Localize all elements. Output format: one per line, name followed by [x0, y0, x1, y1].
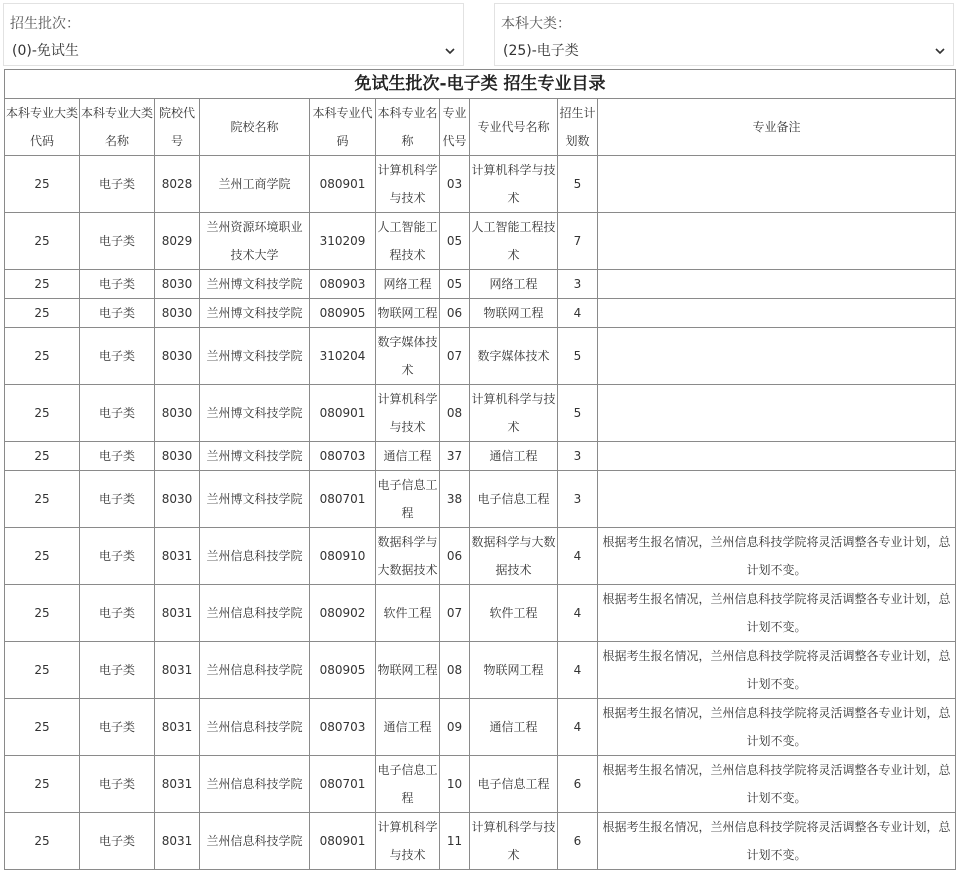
cell-remarks: 根据考生报名情况，兰州信息科技学院将灵活调整各专业计划，总计划不变。	[598, 756, 956, 813]
cell-major-number-name: 通信工程	[470, 442, 558, 471]
header-major-number-name: 专业代号名称	[470, 99, 558, 156]
cell-category-name: 电子类	[80, 585, 155, 642]
cell-category-name: 电子类	[80, 813, 155, 870]
cell-major-number: 07	[440, 585, 470, 642]
batch-filter	[3, 3, 464, 66]
table-header-row	[5, 99, 956, 156]
cell-school-code: 8030	[155, 385, 200, 442]
cell-major-number: 03	[440, 156, 470, 213]
table-row	[5, 156, 956, 213]
cell-major-number: 11	[440, 813, 470, 870]
cell-plan-count: 4	[558, 699, 598, 756]
cell-major-number: 08	[440, 385, 470, 442]
cell-major-number: 38	[440, 471, 470, 528]
cell-category-name: 电子类	[80, 528, 155, 585]
cell-major-name: 物联网工程	[376, 642, 440, 699]
cell-category-code: 25	[5, 156, 80, 213]
header-school-name: 院校名称	[200, 99, 310, 156]
cell-plan-count: 5	[558, 156, 598, 213]
cell-remarks	[598, 328, 956, 385]
cell-school-code: 8031	[155, 585, 200, 642]
table-row	[5, 642, 956, 699]
table-row	[5, 471, 956, 528]
cell-plan-count: 5	[558, 385, 598, 442]
cell-school-code: 8030	[155, 442, 200, 471]
table-row	[5, 385, 956, 442]
table-title-row	[5, 70, 956, 99]
cell-school-code: 8028	[155, 156, 200, 213]
chevron-down-icon	[445, 46, 455, 56]
cell-major-number-name: 数字媒体技术	[470, 328, 558, 385]
cell-category-code: 25	[5, 813, 80, 870]
cell-category-code: 25	[5, 642, 80, 699]
cell-major-number-name: 网络工程	[470, 270, 558, 299]
category-filter-label: 本科大类：	[501, 16, 571, 32]
cell-category-name: 电子类	[80, 385, 155, 442]
cell-major-number: 10	[440, 756, 470, 813]
chevron-down-icon	[935, 46, 945, 56]
cell-major-name: 计算机科学与技术	[376, 156, 440, 213]
category-select[interactable]	[501, 38, 947, 64]
header-category-code: 本科专业大类代码	[5, 99, 80, 156]
table-row	[5, 213, 956, 270]
cell-school-name: 兰州博文科技学院	[200, 385, 310, 442]
cell-major-number-name: 计算机科学与技术	[470, 156, 558, 213]
cell-plan-count: 4	[558, 299, 598, 328]
cell-plan-count: 7	[558, 213, 598, 270]
header-category-name: 本科专业大类名称	[80, 99, 155, 156]
cell-school-name: 兰州博文科技学院	[200, 328, 310, 385]
cell-major-number: 09	[440, 699, 470, 756]
header-remarks: 专业备注	[598, 99, 956, 156]
batch-select-value: (0)-免试生	[12, 43, 79, 59]
cell-school-code: 8030	[155, 270, 200, 299]
cell-remarks: 根据考生报名情况，兰州信息科技学院将灵活调整各专业计划，总计划不变。	[598, 699, 956, 756]
cell-major-name: 计算机科学与技术	[376, 385, 440, 442]
cell-major-code: 080901	[310, 813, 376, 870]
cell-school-code: 8031	[155, 813, 200, 870]
cell-major-code: 080703	[310, 699, 376, 756]
cell-major-number: 05	[440, 270, 470, 299]
category-select-value: (25)-电子类	[503, 43, 579, 59]
cell-major-name: 数据科学与大数据技术	[376, 528, 440, 585]
batch-filter-label: 招生批次：	[10, 16, 80, 32]
cell-major-name: 软件工程	[376, 585, 440, 642]
cell-remarks: 根据考生报名情况，兰州信息科技学院将灵活调整各专业计划，总计划不变。	[598, 528, 956, 585]
cell-major-number: 08	[440, 642, 470, 699]
cell-major-number: 07	[440, 328, 470, 385]
cell-major-code: 310209	[310, 213, 376, 270]
cell-major-number-name: 通信工程	[470, 699, 558, 756]
cell-remarks: 根据考生报名情况，兰州信息科技学院将灵活调整各专业计划，总计划不变。	[598, 813, 956, 870]
cell-school-name: 兰州博文科技学院	[200, 299, 310, 328]
cell-remarks: 根据考生报名情况，兰州信息科技学院将灵活调整各专业计划，总计划不变。	[598, 642, 956, 699]
cell-category-code: 25	[5, 270, 80, 299]
cell-school-name: 兰州资源环境职业技术大学	[200, 213, 310, 270]
header-plan-count: 招生计划数	[558, 99, 598, 156]
cell-major-number-name: 物联网工程	[470, 642, 558, 699]
cell-school-name: 兰州信息科技学院	[200, 528, 310, 585]
cell-category-name: 电子类	[80, 270, 155, 299]
cell-school-code: 8030	[155, 299, 200, 328]
cell-plan-count: 3	[558, 270, 598, 299]
cell-major-number-name: 软件工程	[470, 585, 558, 642]
cell-major-name: 计算机科学与技术	[376, 813, 440, 870]
table-title: 免试生批次-电子类 招生专业目录	[5, 70, 956, 99]
cell-school-name: 兰州信息科技学院	[200, 585, 310, 642]
cell-category-code: 25	[5, 299, 80, 328]
cell-major-number-name: 电子信息工程	[470, 471, 558, 528]
cell-remarks	[598, 270, 956, 299]
cell-school-code: 8030	[155, 471, 200, 528]
cell-major-name: 物联网工程	[376, 299, 440, 328]
cell-major-number-name: 数据科学与大数据技术	[470, 528, 558, 585]
cell-remarks: 根据考生报名情况，兰州信息科技学院将灵活调整各专业计划，总计划不变。	[598, 585, 956, 642]
cell-category-name: 电子类	[80, 299, 155, 328]
cell-plan-count: 6	[558, 813, 598, 870]
category-filter	[494, 3, 954, 66]
cell-category-name: 电子类	[80, 756, 155, 813]
header-major-number: 专业代号	[440, 99, 470, 156]
cell-school-code: 8031	[155, 699, 200, 756]
cell-category-code: 25	[5, 756, 80, 813]
cell-category-code: 25	[5, 585, 80, 642]
cell-plan-count: 3	[558, 442, 598, 471]
cell-major-code: 080902	[310, 585, 376, 642]
cell-major-code: 080901	[310, 385, 376, 442]
cell-remarks	[598, 299, 956, 328]
header-major-name: 本科专业名称	[376, 99, 440, 156]
table-row	[5, 813, 956, 870]
cell-category-name: 电子类	[80, 328, 155, 385]
cell-category-code: 25	[5, 528, 80, 585]
cell-plan-count: 4	[558, 585, 598, 642]
cell-major-number-name: 电子信息工程	[470, 756, 558, 813]
table-row	[5, 756, 956, 813]
cell-major-number: 06	[440, 528, 470, 585]
cell-major-code: 080701	[310, 756, 376, 813]
cell-school-code: 8030	[155, 328, 200, 385]
header-major-code: 本科专业代码	[310, 99, 376, 156]
table-row	[5, 270, 956, 299]
cell-remarks	[598, 471, 956, 528]
cell-school-name: 兰州博文科技学院	[200, 270, 310, 299]
cell-plan-count: 5	[558, 328, 598, 385]
cell-major-name: 人工智能工程技术	[376, 213, 440, 270]
cell-school-name: 兰州信息科技学院	[200, 699, 310, 756]
cell-major-number-name: 计算机科学与技术	[470, 385, 558, 442]
cell-school-name: 兰州信息科技学院	[200, 756, 310, 813]
cell-category-code: 25	[5, 328, 80, 385]
cell-remarks	[598, 385, 956, 442]
cell-school-name: 兰州博文科技学院	[200, 442, 310, 471]
cell-major-code: 310204	[310, 328, 376, 385]
cell-school-name: 兰州工商学院	[200, 156, 310, 213]
cell-category-code: 25	[5, 385, 80, 442]
cell-major-name: 通信工程	[376, 442, 440, 471]
cell-category-code: 25	[5, 213, 80, 270]
cell-major-code: 080905	[310, 642, 376, 699]
cell-school-code: 8029	[155, 213, 200, 270]
cell-major-code: 080903	[310, 270, 376, 299]
cell-school-code: 8031	[155, 756, 200, 813]
table-row	[5, 585, 956, 642]
cell-school-name: 兰州信息科技学院	[200, 642, 310, 699]
cell-category-name: 电子类	[80, 642, 155, 699]
table-row	[5, 699, 956, 756]
table-row	[5, 328, 956, 385]
cell-remarks	[598, 442, 956, 471]
cell-major-name: 网络工程	[376, 270, 440, 299]
cell-major-name: 数字媒体技术	[376, 328, 440, 385]
cell-school-code: 8031	[155, 642, 200, 699]
cell-category-name: 电子类	[80, 156, 155, 213]
cell-major-code: 080901	[310, 156, 376, 213]
cell-plan-count: 3	[558, 471, 598, 528]
cell-major-number: 06	[440, 299, 470, 328]
table-row	[5, 299, 956, 328]
cell-remarks	[598, 156, 956, 213]
cell-plan-count: 4	[558, 642, 598, 699]
cell-major-code: 080703	[310, 442, 376, 471]
cell-category-name: 电子类	[80, 471, 155, 528]
cell-major-code: 080701	[310, 471, 376, 528]
cell-major-name: 电子信息工程	[376, 756, 440, 813]
cell-category-code: 25	[5, 471, 80, 528]
enrollment-catalog-table	[4, 69, 956, 870]
cell-school-name: 兰州信息科技学院	[200, 813, 310, 870]
cell-category-code: 25	[5, 442, 80, 471]
cell-major-name: 通信工程	[376, 699, 440, 756]
cell-category-name: 电子类	[80, 699, 155, 756]
table-row	[5, 528, 956, 585]
table-row	[5, 442, 956, 471]
batch-select[interactable]	[10, 38, 457, 64]
cell-major-number-name: 物联网工程	[470, 299, 558, 328]
cell-major-number: 37	[440, 442, 470, 471]
cell-category-name: 电子类	[80, 442, 155, 471]
cell-school-code: 8031	[155, 528, 200, 585]
cell-major-number-name: 计算机科学与技术	[470, 813, 558, 870]
cell-category-code: 25	[5, 699, 80, 756]
header-school-code: 院校代号	[155, 99, 200, 156]
cell-major-code: 080905	[310, 299, 376, 328]
cell-remarks	[598, 213, 956, 270]
cell-school-name: 兰州博文科技学院	[200, 471, 310, 528]
cell-major-name: 电子信息工程	[376, 471, 440, 528]
cell-major-code: 080910	[310, 528, 376, 585]
cell-category-name: 电子类	[80, 213, 155, 270]
cell-major-number-name: 人工智能工程技术	[470, 213, 558, 270]
cell-major-number: 05	[440, 213, 470, 270]
cell-plan-count: 6	[558, 756, 598, 813]
cell-plan-count: 4	[558, 528, 598, 585]
